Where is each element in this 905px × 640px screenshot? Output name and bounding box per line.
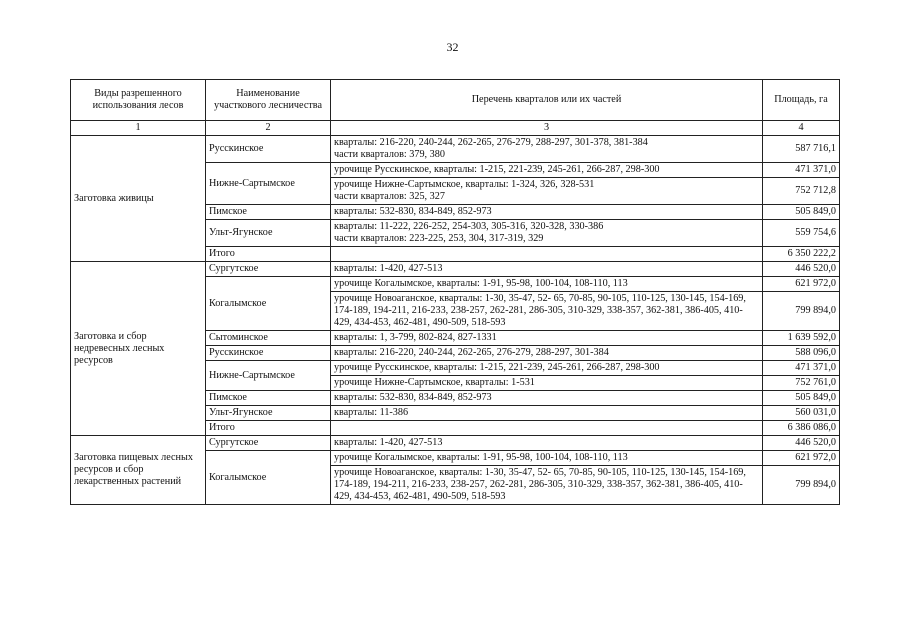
quarters-line: урочище Нижне-Сартымское, кварталы: 1-531 (334, 377, 535, 388)
area-cell: 1 639 592,0 (763, 331, 840, 346)
area-cell: 799 894,0 (763, 292, 840, 331)
area-cell: 505 849,0 (763, 205, 840, 220)
quarters-cell (331, 466, 763, 505)
table-row (71, 262, 840, 277)
quarters-line: урочище Нижне-Сартымское, кварталы: 1-324, 326, 328-531 (334, 179, 595, 190)
quarters-line: урочище Русскинское, кварталы: 1-215, 221-239, 245-261, 266-287, 298-300 (334, 164, 660, 175)
use-type-cell: Заготовка пищевых лесных ресурсов и сбор лекарственных растений (71, 436, 206, 505)
header-use-type: Виды разрешенного использования лесов (71, 80, 206, 121)
quarters-cell (331, 262, 763, 277)
quarters-cell (331, 421, 763, 436)
quarters-line: кварталы: 532-830, 834-849, 852-973 (334, 206, 492, 217)
area-cell: 505 849,0 (763, 391, 840, 406)
quarters-line: кварталы: 1-420, 427-513 (334, 437, 443, 448)
quarters-line: кварталы: 1-420, 427-513 (334, 263, 443, 274)
quarters-cell (331, 292, 763, 331)
area-cell: 752 712,8 (763, 178, 840, 205)
forestry-cell: Нижне-Сартымское (206, 361, 331, 391)
quarters-cell (331, 346, 763, 361)
quarters-cell (331, 277, 763, 292)
column-number: 3 (331, 121, 763, 136)
quarters-cell (331, 361, 763, 376)
quarters-cell (331, 406, 763, 421)
quarters-line: кварталы: 216-220, 240-244, 262-265, 276-279, 288-297, 301-384 (334, 347, 609, 358)
forestry-cell: Русскинское (206, 346, 331, 361)
quarters-cell (331, 436, 763, 451)
total-area: 6 386 086,0 (763, 421, 840, 436)
quarters-cell (331, 247, 763, 262)
forestry-cell: Когалымское (206, 277, 331, 331)
table-row (71, 436, 840, 451)
area-cell: 799 894,0 (763, 466, 840, 505)
column-number: 4 (763, 121, 840, 136)
area-cell: 752 761,0 (763, 376, 840, 391)
quarters-line: урочище Новоаганское, кварталы: 1-30, 35-47, 52- 65, 70-85, 90-105, 110-125, 130-145, 154-169, 174-189, 194-211, 216-233, 238-257, 262-281, 286-305, 310-329, 338-357, 362-381, 386-405, 410-429, 434-453, 462-481, 490-509, 518-593 (334, 293, 746, 328)
forestry-cell: Сургутское (206, 262, 331, 277)
quarters-line: части кварталов: 325, 327 (334, 191, 445, 202)
forestry-cell: Нижне-Сартымское (206, 163, 331, 205)
quarters-line: кварталы: 11-386 (334, 407, 409, 418)
quarters-line: урочище Когалымское, кварталы: 1-91, 95-98, 100-104, 108-110, 113 (334, 452, 628, 463)
total-label: Итого (206, 421, 331, 436)
forestry-cell: Русскинское (206, 136, 331, 163)
area-cell: 621 972,0 (763, 277, 840, 292)
quarters-cell (331, 178, 763, 205)
forestry-cell: Когалымское (206, 451, 331, 505)
column-number: 2 (206, 121, 331, 136)
header-quarters: Перечень кварталов или их частей (331, 80, 763, 121)
total-area: 6 350 222,2 (763, 247, 840, 262)
quarters-table (70, 79, 840, 505)
forestry-cell: Пимское (206, 391, 331, 406)
quarters-line: урочище Когалымское, кварталы: 1-91, 95-98, 100-104, 108-110, 113 (334, 278, 628, 289)
forestry-cell: Сытоминское (206, 331, 331, 346)
forestry-cell: Ульт-Ягунское (206, 220, 331, 247)
header-forestry: Наименование участкового лесничества (206, 80, 331, 121)
quarters-line: части кварталов: 379, 380 (334, 149, 445, 160)
area-cell: 446 520,0 (763, 262, 840, 277)
area-cell: 559 754,6 (763, 220, 840, 247)
use-type-cell: Заготовка живицы (71, 136, 206, 262)
area-cell: 587 716,1 (763, 136, 840, 163)
quarters-cell (331, 451, 763, 466)
quarters-cell (331, 205, 763, 220)
use-type-cell: Заготовка и сбор недревесных лесных ресурсов (71, 262, 206, 436)
quarters-line: кварталы: 532-830, 834-849, 852-973 (334, 392, 492, 403)
forestry-cell: Сургутское (206, 436, 331, 451)
area-cell: 471 371,0 (763, 361, 840, 376)
quarters-cell (331, 331, 763, 346)
forestry-cell: Ульт-Ягунское (206, 406, 331, 421)
quarters-cell (331, 136, 763, 163)
table-row (71, 136, 840, 163)
total-label: Итого (206, 247, 331, 262)
quarters-cell (331, 163, 763, 178)
area-cell: 446 520,0 (763, 436, 840, 451)
area-cell: 621 972,0 (763, 451, 840, 466)
quarters-line: кварталы: 11-222, 226-252, 254-303, 305-316, 320-328, 330-386 (334, 221, 604, 232)
area-cell: 588 096,0 (763, 346, 840, 361)
quarters-line: урочище Русскинское, кварталы: 1-215, 221-239, 245-261, 266-287, 298-300 (334, 362, 660, 373)
quarters-line: части кварталов: 223-225, 253, 304, 317-319, 329 (334, 233, 544, 244)
forestry-cell: Пимское (206, 205, 331, 220)
area-cell: 471 371,0 (763, 163, 840, 178)
header-area: Площадь, га (763, 80, 840, 121)
table-body (71, 136, 840, 505)
quarters-cell (331, 391, 763, 406)
quarters-line: кварталы: 1, 3-799, 802-824, 827-1331 (334, 332, 497, 343)
quarters-line: кварталы: 216-220, 240-244, 262-265, 276-279, 288-297, 301-378, 381-384 (334, 137, 648, 148)
quarters-cell (331, 220, 763, 247)
quarters-line: урочище Новоаганское, кварталы: 1-30, 35-47, 52- 65, 70-85, 90-105, 110-125, 130-145, 154-169, 174-189, 194-211, 216-233, 238-257, 262-281, 286-305, 310-329, 338-357, 362-381, 386-405, 410-429, 434-453, 462-481, 490-509, 518-593 (334, 467, 746, 502)
quarters-cell (331, 376, 763, 391)
column-number: 1 (71, 121, 206, 136)
page-number: 32 (446, 40, 459, 54)
area-cell: 560 031,0 (763, 406, 840, 421)
